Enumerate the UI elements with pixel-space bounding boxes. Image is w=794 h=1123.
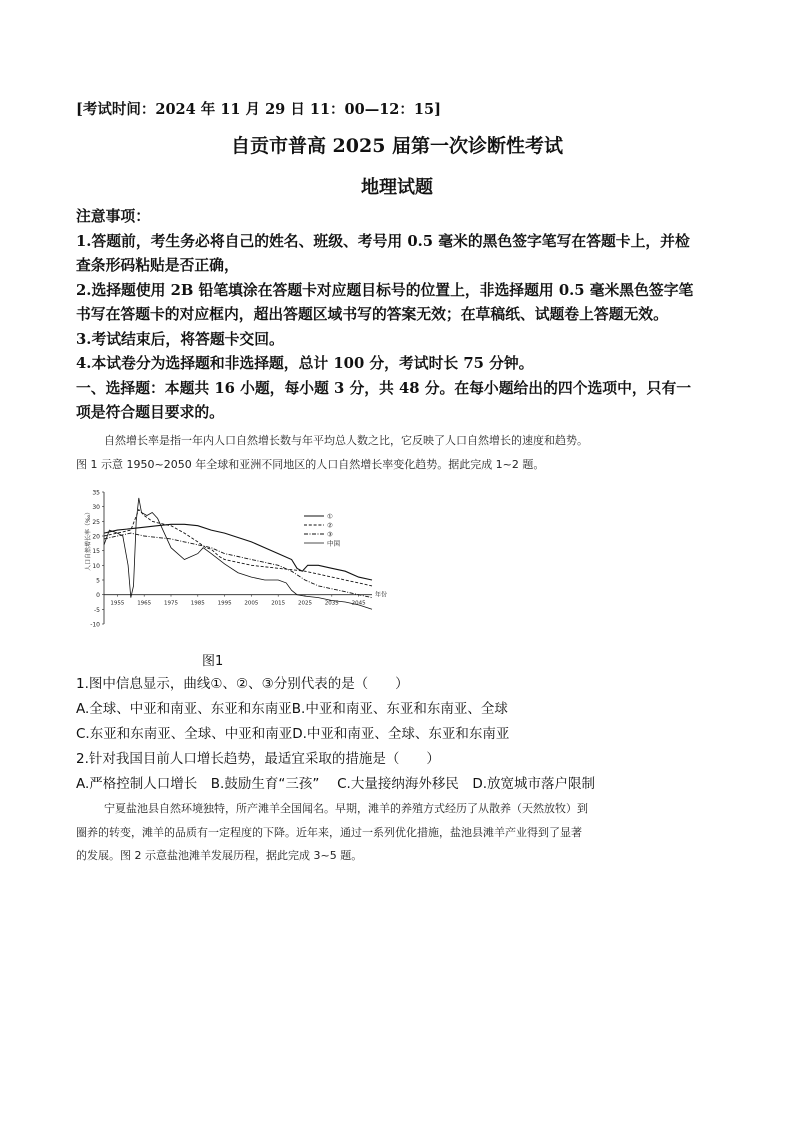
figure-1-caption: 图1 — [202, 654, 224, 669]
subject-title: 地理试题 — [361, 177, 433, 198]
x-tick-label: 1975 — [164, 600, 178, 607]
x-tick-label: 1955 — [110, 600, 125, 607]
question-1-options-cd: C.东亚和东南亚、全球、中亚和南亚D.中亚和南亚、全球、东亚和东南亚 — [76, 726, 510, 742]
y-tick-label: 10 — [92, 562, 100, 570]
note-line: 查条形码粘贴是否正确， — [76, 257, 239, 274]
legend-label: ③ — [327, 530, 333, 539]
y-axis-label: 人口自然增长率（‰） — [85, 508, 92, 572]
y-tick-label: 5 — [96, 577, 100, 585]
intro-line: 图 1 示意 1950~2050 年全球和亚洲不同地区的人口自然增长率变化趋势。据此完成 1~2 题。 — [76, 457, 545, 471]
legend-label: ① — [327, 512, 333, 521]
question-2-options: A.严格控制人口增长 B.鼓励生育“三孩” C.大量接纳海外移民 D.放宽城市落户限制 — [76, 776, 596, 792]
legend-label: 中国 — [327, 539, 340, 548]
x-tick-label: 2045 — [351, 600, 366, 607]
notes-section — [76, 205, 722, 426]
exam-title: 自贡市普高 2025 届第一次诊断性考试 — [230, 135, 564, 157]
question-2-stem: 2.针对我国目前人口增长趋势，最适宜采取的措施是（ ） — [76, 751, 440, 767]
intro-line: 自然增长率是指一年内人口自然增长数与年平均总人数之比，它反映了人口自然增长的速度和趋势。 — [104, 434, 588, 447]
note-line: 1.答题前，考生务必将自己的姓名、班级、考号用 0.5 毫米的黑色签字笔写在答题卡上，并检 — [76, 232, 690, 250]
exam-time: [考试时间：2024 年 11 月 29 日 11：00—12：15] — [76, 101, 441, 118]
x-axis-label: 年份 — [375, 591, 388, 599]
note-line: 4.本试卷分为选择题和非选择题，总计 100 分，考试时长 75 分钟。 — [76, 355, 534, 372]
intro-paragraph-1 — [76, 429, 722, 476]
question-1-stem: 1.图中信息显示，曲线①、②、③分别代表的是（ ） — [76, 676, 409, 692]
y-tick-label: -5 — [94, 606, 100, 614]
y-tick-label: 25 — [92, 518, 100, 526]
y-tick-label: 0 — [96, 592, 100, 600]
intro-line: 的发展。图 2 示意盐池滩羊发展历程，据此完成 3~5 题。 — [76, 849, 363, 862]
x-tick-label: 2015 — [271, 600, 286, 607]
x-tick-label: 2005 — [244, 600, 259, 607]
section-heading: 一、选择题：本题共 16 小题，每小题 3 分，共 48 分。在每小题给出的四个选项中，只有一 — [76, 379, 692, 397]
figure-1-chart — [82, 484, 392, 634]
note-line: 书写在答题卡的对应框内，超出答题区域书写的答案无效；在草稿纸、试题卷上答题无效。 — [76, 306, 668, 323]
note-line: 2.选择题使用 2B 铅笔填涂在答题卡对应题目标号的位置上，非选择题用 0.5 毫米黑色签字笔 — [76, 281, 694, 299]
intro-line: 圈养的转变，滩羊的品质有一定程度的下降。近年来，通过一系列优化措施，盐池县滩羊产业得到了显著 — [76, 825, 582, 839]
intro-paragraph-2 — [76, 797, 722, 868]
legend-label: ② — [327, 521, 333, 530]
y-tick-label: 15 — [92, 548, 100, 556]
intro-line: 宁夏盐池县自然环境独特，所产滩羊全国闻名。早期，滩羊的养殖方式经历了从散养（天然放牧）到 — [104, 802, 588, 815]
x-tick-label: 1985 — [190, 600, 205, 607]
x-tick-label: 1965 — [137, 600, 152, 607]
y-tick-label: -10 — [90, 621, 100, 629]
x-tick-label: 1995 — [217, 600, 232, 607]
question-1 — [76, 672, 726, 747]
x-tick-label: 2035 — [324, 600, 339, 607]
y-tick-label: 35 — [92, 489, 100, 497]
question-1-options-ab: A.全球、中亚和南亚、东亚和东南亚B.中亚和南亚、东亚和东南亚、全球 — [76, 701, 508, 717]
y-tick-label: 30 — [92, 504, 100, 512]
y-tick-label: 20 — [92, 533, 100, 541]
section-heading: 项是符合题目要求的。 — [76, 404, 224, 421]
notes-heading: 注意事项： — [76, 208, 150, 225]
note-line: 3.考试结束后，将答题卡交回。 — [76, 330, 284, 348]
question-2 — [76, 747, 726, 797]
x-tick-label: 2025 — [298, 600, 312, 607]
